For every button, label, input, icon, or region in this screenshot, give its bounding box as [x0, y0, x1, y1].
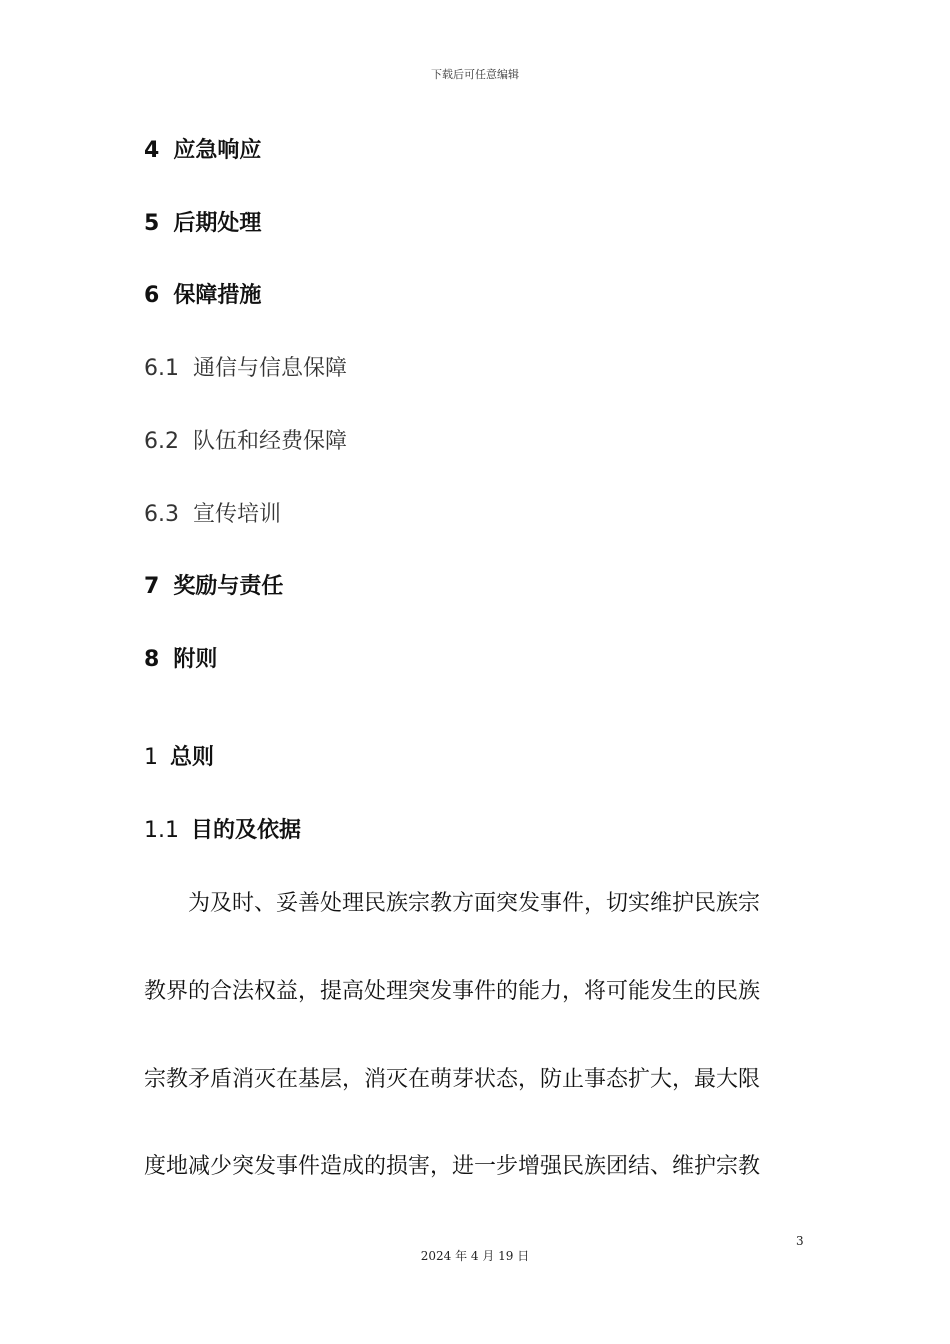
- paragraph-line: 宗教矛盾消灭在基层，消灭在萌芽状态，防止事态扩大，最大限: [144, 1067, 761, 1092]
- toc-item-title: 后期处理: [173, 211, 262, 236]
- section-heading: [144, 743, 214, 773]
- toc-item-5[interactable]: [144, 209, 261, 239]
- section-number: 1: [144, 745, 158, 770]
- toc-item-title: 宣传培训: [193, 502, 282, 527]
- toc-item-6-2[interactable]: [144, 427, 347, 457]
- toc-item-title: 附则: [173, 647, 218, 672]
- toc-item-7[interactable]: [144, 572, 283, 602]
- toc-item-number: 5: [144, 211, 160, 236]
- toc-item-6-1[interactable]: [144, 354, 347, 384]
- toc-item-title: 应急响应: [173, 138, 262, 163]
- toc-item-6-3[interactable]: [144, 500, 281, 530]
- paragraph-line: 度地减少突发事件造成的损害，进一步增强民族团结、维护宗教: [144, 1154, 761, 1179]
- toc-item-8[interactable]: [144, 645, 217, 675]
- subsection-number: 1.1: [144, 818, 179, 843]
- page-number: 3: [796, 1234, 804, 1248]
- paragraph-line: 为及时、妥善处理民族宗教方面突发事件，切实维护民族宗: [144, 891, 761, 916]
- toc-item-number: 6.3: [144, 502, 179, 527]
- page-header: 下载后可任意编辑: [431, 68, 519, 81]
- toc-item-title: 奖励与责任: [173, 574, 284, 599]
- toc-item-number: 8: [144, 647, 160, 672]
- toc-item-6[interactable]: [144, 281, 261, 311]
- toc-item-number: 4: [144, 138, 160, 163]
- toc-item-4[interactable]: [144, 136, 261, 166]
- toc-item-number: 6: [144, 283, 160, 308]
- toc-item-number: 7: [144, 574, 160, 599]
- toc-item-number: 6.1: [144, 356, 179, 381]
- page-footer-date: 2024 年 4 月 19 日: [420, 1249, 530, 1263]
- subsection-title: 目的及依据: [191, 818, 302, 843]
- toc-item-title: 通信与信息保障: [193, 356, 348, 381]
- toc-item-title: 保障措施: [173, 283, 262, 308]
- paragraph-line: 教界的合法权益，提高处理突发事件的能力，将可能发生的民族: [144, 979, 761, 1004]
- section-title: 总则: [170, 745, 215, 770]
- toc-item-title: 队伍和经费保障: [193, 429, 348, 454]
- toc-item-number: 6.2: [144, 429, 179, 454]
- subsection-heading: [144, 816, 301, 846]
